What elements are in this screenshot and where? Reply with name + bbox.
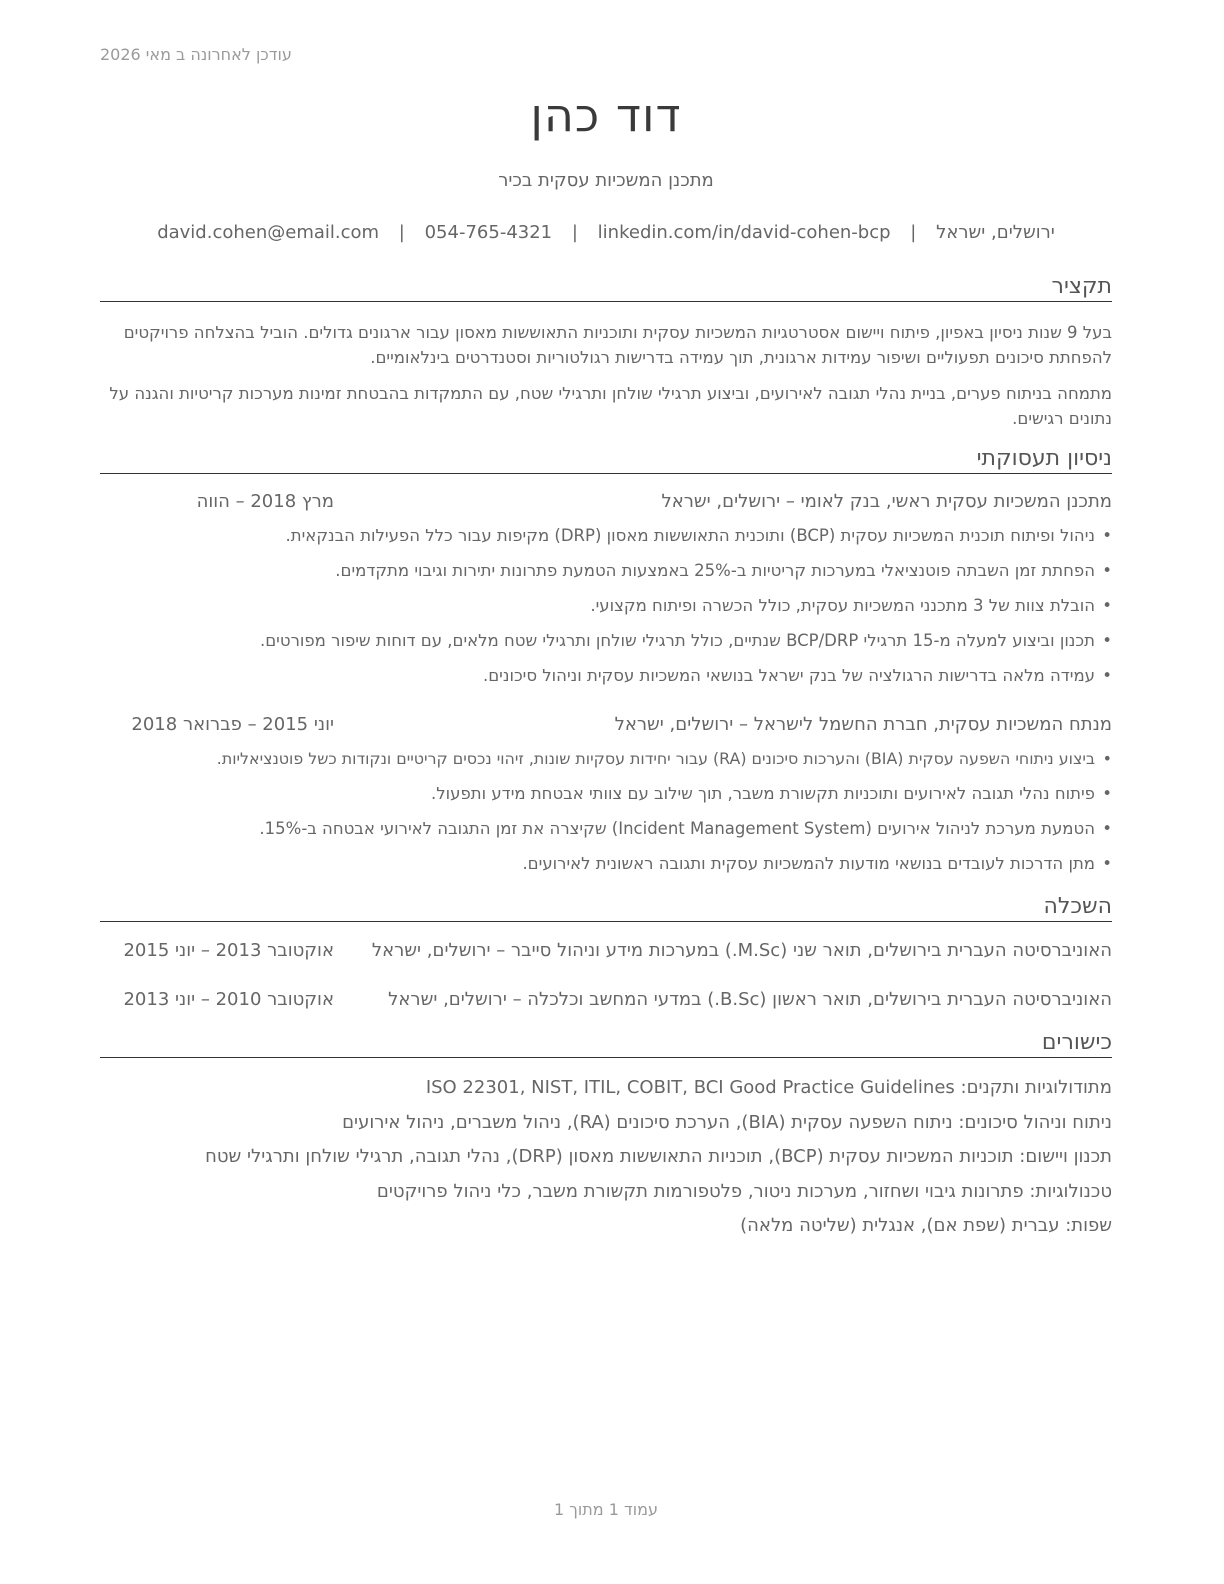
bullet-text: ביצוע ניתוחי השפעה עסקית (BIA) והערכות סיכונים (RA) עבור יחידות עסקיות שונות, זיהוי נכסים קריטיים ונקודות כשל פוטנציאליות. <box>216 749 1095 768</box>
skill-item: שפות: עברית (שפת אם), אנגלית (שליטה מלאה) <box>740 1215 1112 1236</box>
skills-list <box>100 1075 1112 1248</box>
page-number: עמוד 1 מתוך 1 <box>554 1500 658 1519</box>
education-degree: האוניברסיטה העברית בירושלים, תואר ראשון (B.Sc.) במדעי המחשב וכלכלה – ירושלים, ישראל <box>388 989 1112 1010</box>
job-bullets <box>100 746 1112 886</box>
job-bullet <box>100 816 1112 851</box>
job-bullet <box>100 851 1112 886</box>
section-title-education: השכלה <box>100 894 1112 922</box>
contact-line <box>100 222 1112 243</box>
contact-separator: | <box>571 222 578 243</box>
job-dates: מרץ 2018 – הווה <box>196 491 334 512</box>
bullet-icon: • <box>1102 631 1112 650</box>
bullet-text: תכנון וביצוע למעלה מ-15 תרגילי BCP/DRP שנתיים, כולל תרגילי שולחן ותרגילי שטח מלאים, עם דוחות שיפור מפורטים. <box>259 631 1095 650</box>
resume-page <box>100 0 1112 1584</box>
education-dates: אוקטובר 2010 – יוני 2013 <box>123 989 334 1010</box>
bullet-icon: • <box>1102 784 1112 803</box>
bullet-text: הפחתת זמן השבתה פוטנציאלי במערכות קריטיות ב-25% באמצעות הטמעת פתרונות יתירות וגיבוי מתקדמים. <box>335 561 1095 580</box>
education-degree: האוניברסיטה העברית בירושלים, תואר שני (M.Sc.) במערכות מידע וניהול סייבר – ירושלים, ישראל <box>371 940 1112 961</box>
bullet-text: הובלת צוות של 3 מתכנני המשכיות עסקית, כולל הכשרה ופיתוח מקצועי. <box>590 596 1095 615</box>
bullet-icon: • <box>1102 666 1112 685</box>
last-updated: עודכן לאחרונה ב מאי 2026 <box>100 45 292 64</box>
job-bullet <box>100 593 1112 628</box>
bullet-text: מתן הדרכות לעובדים בנושאי מודעות להמשכיות עסקית ותגובה ראשונית לאירועים. <box>522 854 1095 873</box>
job-dates: יוני 2015 – פברואר 2018 <box>131 714 334 735</box>
job-bullet <box>100 523 1112 558</box>
job-role: מנתח המשכיות עסקית, חברת החשמל לישראל – ירושלים, ישראל <box>614 714 1112 735</box>
job-bullet <box>100 663 1112 698</box>
job-role: מתכנן המשכיות עסקית ראשי, בנק לאומי – ירושלים, ישראל <box>661 491 1112 512</box>
candidate-title: מתכנן המשכיות עסקית בכיר <box>498 170 714 191</box>
job-bullet <box>100 746 1112 781</box>
contact-separator: | <box>398 222 405 243</box>
contact-separator: | <box>910 222 917 243</box>
bullet-text: עמידה מלאה בדרישות הרגולציה של בנק ישראל בנושאי המשכיות עסקית וניהול סיכונים. <box>482 666 1095 685</box>
candidate-name: דוד כהן <box>530 88 682 142</box>
bullet-text: פיתוח נהלי תגובה לאירועים ותוכניות תקשורת משבר, תוך שילוב עם צוותי אבטחת מידע ותפעול. <box>431 784 1095 803</box>
summary-paragraph: בעל 9 שנות ניסיון באפיון, פיתוח ויישום אסטרטגיות המשכיות עסקית ותוכניות התאוששות מאסון עבור ארגונים גדולים. הוביל בהצלחה פרויקטים להפחתת סיכונים תפעוליים ושיפור עמידות ארגונית, תוך עמידה בדרישות רגולטוריות וסטנדרטים בינלאומיים. <box>123 323 1112 367</box>
skill-item: ניתוח וניהול סיכונים: ניתוח השפעה עסקית (BIA), הערכת סיכונים (RA), ניהול משברים, ניהול אירועים <box>342 1111 1112 1133</box>
bullet-text: ניהול ופיתוח תוכנית המשכיות עסקית (BCP) ותוכנית התאוששות מאסון (DRP) מקיפות עבור כלל הפעילות הבנקאית. <box>285 526 1095 545</box>
job-header <box>100 491 1112 517</box>
bullet-icon: • <box>1102 854 1112 873</box>
bullet-icon: • <box>1102 561 1112 580</box>
section-title-experience: ניסיון תעסוקתי <box>100 446 1112 474</box>
education-item <box>100 940 1112 968</box>
job-header <box>100 714 1112 740</box>
skill-item: טכנולוגיות: פתרונות גיבוי ושחזור, מערכות ניטור, פלטפורמות תקשורת משבר, כלי ניהול פרויקטים <box>376 1180 1112 1202</box>
contact-phone[interactable]: 054-765-4321 <box>424 222 553 243</box>
contact-linkedin[interactable]: linkedin.com/in/david-cohen-bcp <box>597 222 891 243</box>
contact-email[interactable]: david.cohen@email.com <box>157 222 380 243</box>
job-bullet <box>100 558 1112 593</box>
bullet-icon: • <box>1102 596 1112 615</box>
section-title-summary: תקציר <box>100 274 1112 302</box>
job-bullet <box>100 628 1112 663</box>
summary-paragraph: מתמחה בניתוח פערים, בניית נהלי תגובה לאירועים, וביצוע תרגילי שולחן ותרגילי שטח, עם התמקדות בהבטחת זמינות מערכות קריטיות והגנה על נתונים רגישים. <box>109 384 1112 428</box>
job-bullets <box>100 523 1112 698</box>
education-item <box>100 989 1112 1017</box>
skill-item: מתודולוגיות ותקנים: ISO 22301, NIST, ITIL, COBIT, BCI Good Practice Guidelines <box>425 1077 1112 1098</box>
bullet-icon: • <box>1102 526 1112 545</box>
bullet-icon: • <box>1102 749 1112 768</box>
bullet-icon: • <box>1102 819 1112 838</box>
education-dates: אוקטובר 2013 – יוני 2015 <box>123 940 334 961</box>
contact-location: ירושלים, ישראל <box>936 222 1055 243</box>
section-title-skills: כישורים <box>100 1030 1112 1058</box>
job-bullet <box>100 781 1112 816</box>
bullet-text: הטמעת מערכת לניהול אירועים (Incident Management System) שקיצרה את זמן התגובה לאירועי אבטחה ב-15%. <box>259 819 1095 838</box>
skill-item: תכנון ויישום: תוכניות המשכיות עסקית (BCP), תוכניות התאוששות מאסון (DRP), נהלי תגובה, תרגילי שולחן ותרגילי שטח <box>205 1146 1112 1167</box>
